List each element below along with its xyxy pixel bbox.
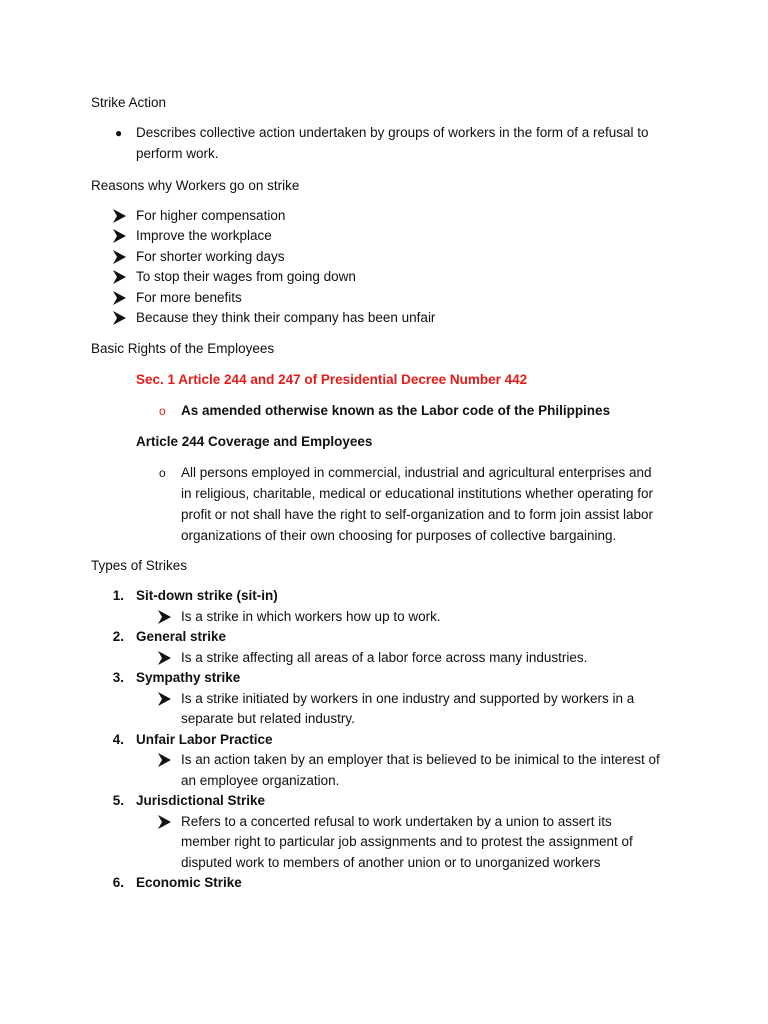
amended-note: As amended otherwise known as the Labor code of the Philippines [181,403,611,418]
page-title: Strike Action [91,95,167,110]
rights-heading: Basic Rights of the Employees [91,341,275,356]
list-number: 6. [112,875,124,890]
list-number: 1. [112,588,124,603]
strike-type-name: Sit-down strike (sit-in) [136,588,278,603]
arrowhead-bullet-icon [158,753,171,767]
reason-item: To stop their wages from going down [136,269,356,285]
reason-item: Because they think their company has been unfair [136,310,436,325]
arrowhead-bullet-icon [158,610,171,624]
strike-type-name: Jurisdictional Strike [136,793,266,808]
hollow-circle-bullet-icon: o [159,404,166,418]
list-number: 2. [112,629,124,644]
arrowhead-bullet-icon [113,311,126,325]
definition-line: Describes collective action undertaken by groups of workers in the form of a refusal to [136,125,649,140]
definition-line: perform work. [136,146,219,161]
coverage-line: organizations of their own choosing for purposes of collective bargaining. [181,528,617,543]
arrowhead-bullet-icon [158,651,171,665]
arrowhead-bullet-icon [113,291,126,305]
strike-type-description: Is a strike affecting all areas of a labor force across many industries. [181,649,588,665]
strike-type-name: General strike [136,629,227,644]
arrowhead-bullet-icon [158,815,171,829]
coverage-heading: Article 244 Coverage and Employees [136,434,373,449]
arrowhead-bullet-icon [113,229,126,243]
strike-type-description: Is an action taken by an employer that is believed to be inimical to the interest of [181,752,660,767]
strike-type-name: Unfair Labor Practice [136,731,273,747]
reason-item: Improve the workplace [136,228,272,244]
strike-type-description: Is a strike in which workers how up to work. [181,608,441,624]
strike-type-description: disputed work to members of another union or to unorganized workers [181,854,601,870]
list-number: 4. [112,731,124,747]
coverage-line: profit or not shall have the right to self-organization and to form join assist labor [181,507,653,522]
strike-type-description: an employee organization. [181,772,340,788]
list-number: 3. [112,670,124,685]
types-heading: Types of Strikes [91,558,188,573]
reasons-heading: Reasons why Workers go on strike [91,178,300,193]
arrowhead-bullet-icon [158,692,171,706]
strike-type-name: Sympathy strike [136,670,241,685]
reason-item: For higher compensation [136,208,286,223]
strike-type-description: Is a strike initiated by workers in one industry and supported by workers in a [181,690,635,706]
reason-item: For more benefits [136,289,242,305]
strike-type-name: Economic Strike [136,875,242,890]
list-number: 5. [112,793,124,808]
coverage-line: in religious, charitable, medical or educational institutions whether operating for [181,486,654,501]
strike-type-description: member right to particular job assignments and to protest the assignment of [181,834,633,849]
bullet-dot-icon: ● [115,126,123,140]
section-reference: Sec. 1 Article 244 and 247 of Presidential Decree Number 442 [136,372,528,387]
arrowhead-bullet-icon [113,209,126,223]
reason-item: For shorter working days [136,248,285,264]
strike-type-description: separate but related industry. [181,711,355,726]
arrowhead-bullet-icon [113,270,126,284]
arrowhead-bullet-icon [113,250,126,264]
hollow-circle-bullet-icon: o [159,466,166,480]
coverage-line: All persons employed in commercial, industrial and agricultural enterprises and [181,465,652,480]
strike-type-description: Refers to a concerted refusal to work undertaken by a union to assert its [181,813,612,829]
